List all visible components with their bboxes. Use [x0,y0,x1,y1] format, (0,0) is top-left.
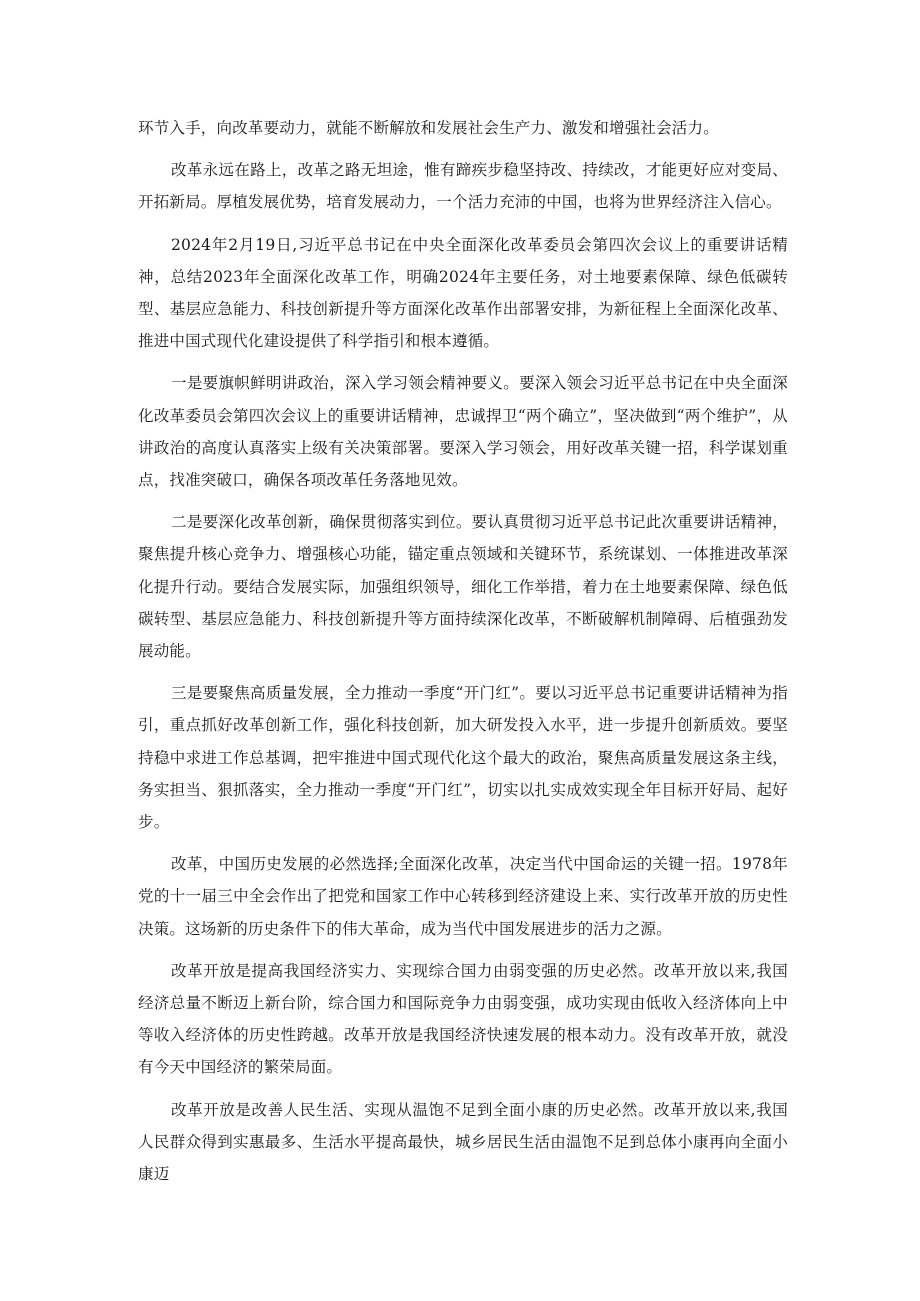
paragraph-living-standards: 改革开放是改善人民生活、实现从温饱不足到全面小康的历史必然。改革开放以来,我国人民群众得到实惠最多、生活水平提高最快，城乡居民生活由温饱不足到总体小康再向全面小康迈 [138,1100,788,1184]
paragraph-point-three: 三是要聚焦高质量发展，全力推动一季度“开门红”。要以习近平总书记重要讲话精神为指引，重点抓好改革创新工作，强化科技创新，加大研发投入水平，进一步提升创新质效。要坚持稳中求进工作总基调，把牢推进中国式现代化这个最大的政治，聚焦高质量发展这条主线，务实担当、狠抓落实，全力推动一季度“开门红”，切实以扎实成效实现全年目标开好局、起好步。 [138,684,788,832]
document-body [138,112,788,1190]
paragraph-continuation: 环节入手，向改革要动力，就能不断解放和发展社会生产力、激发和增强社会活力。 [138,119,719,137]
paragraph-point-two: 二是要深化改革创新，确保贯彻落实到位。要认真贯彻习近平总书记此次重要讲话精神，聚焦提升核心竞争力、增强核心功能，锚定重点领域和关键环节，系统谋划、一体推进改革深化提升行动。要结合发展实际，加强组织领导，细化工作举措，着力在土地要素保障、绿色低碳转型、基层应急能力、科技创新提升等方面持续深化改革，不断破解机制障碍、后植强劲发展动能。 [138,513,788,661]
paragraph-historical-choice: 改革，中国历史发展的必然选择;全面深化改革，决定当代中国命运的关键一招。1978年党的十一届三中全会作出了把党和国家工作中心转移到经济建设上来、实行改革开放的历史性决策。这场新的历史条件下的伟大革命，成为当代中国发展进步的活力之源。 [138,855,788,938]
paragraph-meeting-summary: 2024年2月19日,习近平总书记在中央全面深化改革委员会第四次会议上的重要讲话精神，总结2023年全面深化改革工作，明确2024年主要任务，对土地要素保障、绿色低碳转型、基层应急能力、科技创新提升等方面深化改革作出部署安排，为新征程上全面深化改革、推进中国式现代化建设提供了科学指引和根本遵循。 [138,235,788,351]
paragraph-economic-strength: 改革开放是提高我国经济实力、实现综合国力由弱变强的历史必然。改革开放以来,我国经济总量不断迈上新台阶，综合国力和国际竞争力由弱变强，成功实现由低收入经济体向上中等收入经济体的历史性跨越。改革开放是我国经济快速发展的根本动力。没有改革开放，就没有今天中国经济的繁荣局面。 [138,961,788,1077]
paragraph-reform-road: 改革永远在路上，改革之路无坦途，惟有蹄疾步稳坚持改、持续改，才能更好应对变局、开拓新局。厚植发展优势，培育发展动力，一个活力充沛的中国，也将为世界经济注入信心。 [138,161,788,212]
paragraph-point-one: 一是要旗帜鲜明讲政治，深入学习领会精神要义。要深入领会习近平总书记在中央全面深化改革委员会第四次会议上的重要讲话精神，忠诚捍卫“两个确立”，坚决做到“两个维护”，从讲政治的高度认真落实上级有关决策部署。要深入学习领会，用好改革关键一招，科学谋划重点，找准突破口，确保各项改革任务落地见效。 [138,374,788,490]
